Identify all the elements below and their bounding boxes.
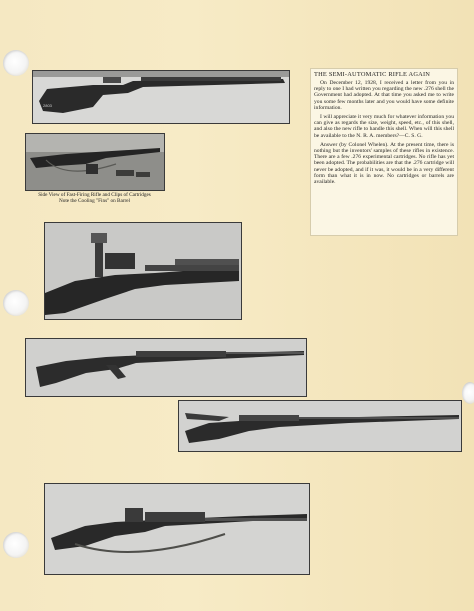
rifle-photo-4: [25, 338, 307, 397]
article-clipping: [310, 68, 458, 236]
rifle-photo-3: [44, 222, 242, 320]
caption-line-1: Side View of Fast-Firing Rifle and Clips of Cartridges: [38, 192, 151, 198]
caption-line-2: Note the Cooling "Fins" on Barrel: [59, 198, 130, 205]
svg-text:2803: 2803: [43, 103, 52, 108]
binder-hole-right: [462, 382, 474, 404]
article-title: THE SEMI-AUTOMATIC RIFLE AGAIN: [314, 71, 431, 78]
rifle-photo-5: [178, 400, 462, 452]
binder-hole-middle: [3, 290, 29, 316]
article-paragraph-3: Answer (by Colonel Whelen). At the present time, there is nothing but the inventors' samples of these rifles in existence. There are a few .276 experimental cartridges. No rifle has yet been adopted. The probabilities are that the .276 cartridge will never be adopted, and if it was, it would be in a very different form than what it is in now. No cartridges or barrels are available.: [314, 141, 454, 186]
rifle-photo-2: [25, 133, 165, 191]
article-paragraph-1: On December 12, 1928, I received a letter from you in reply to one I had written you regarding the new .276 shell the Government had adopted. At that time you asked me to write you some few months later and you would have some definite information.: [314, 80, 454, 111]
photo-caption: [22, 192, 167, 204]
binder-hole-top: [3, 50, 29, 76]
rifle-photo-1: [32, 70, 290, 124]
article-paragraph-2: I will appreciate it very much for whatever information you can give as regards the size, weight, speed, etc., of this shell, and also the new rifle to handle this shell. When will this shell be available to the N. R. A. members?—C. S. G.: [314, 114, 454, 139]
rifle-photo-6: [44, 483, 310, 575]
binder-hole-bottom: [3, 532, 29, 558]
